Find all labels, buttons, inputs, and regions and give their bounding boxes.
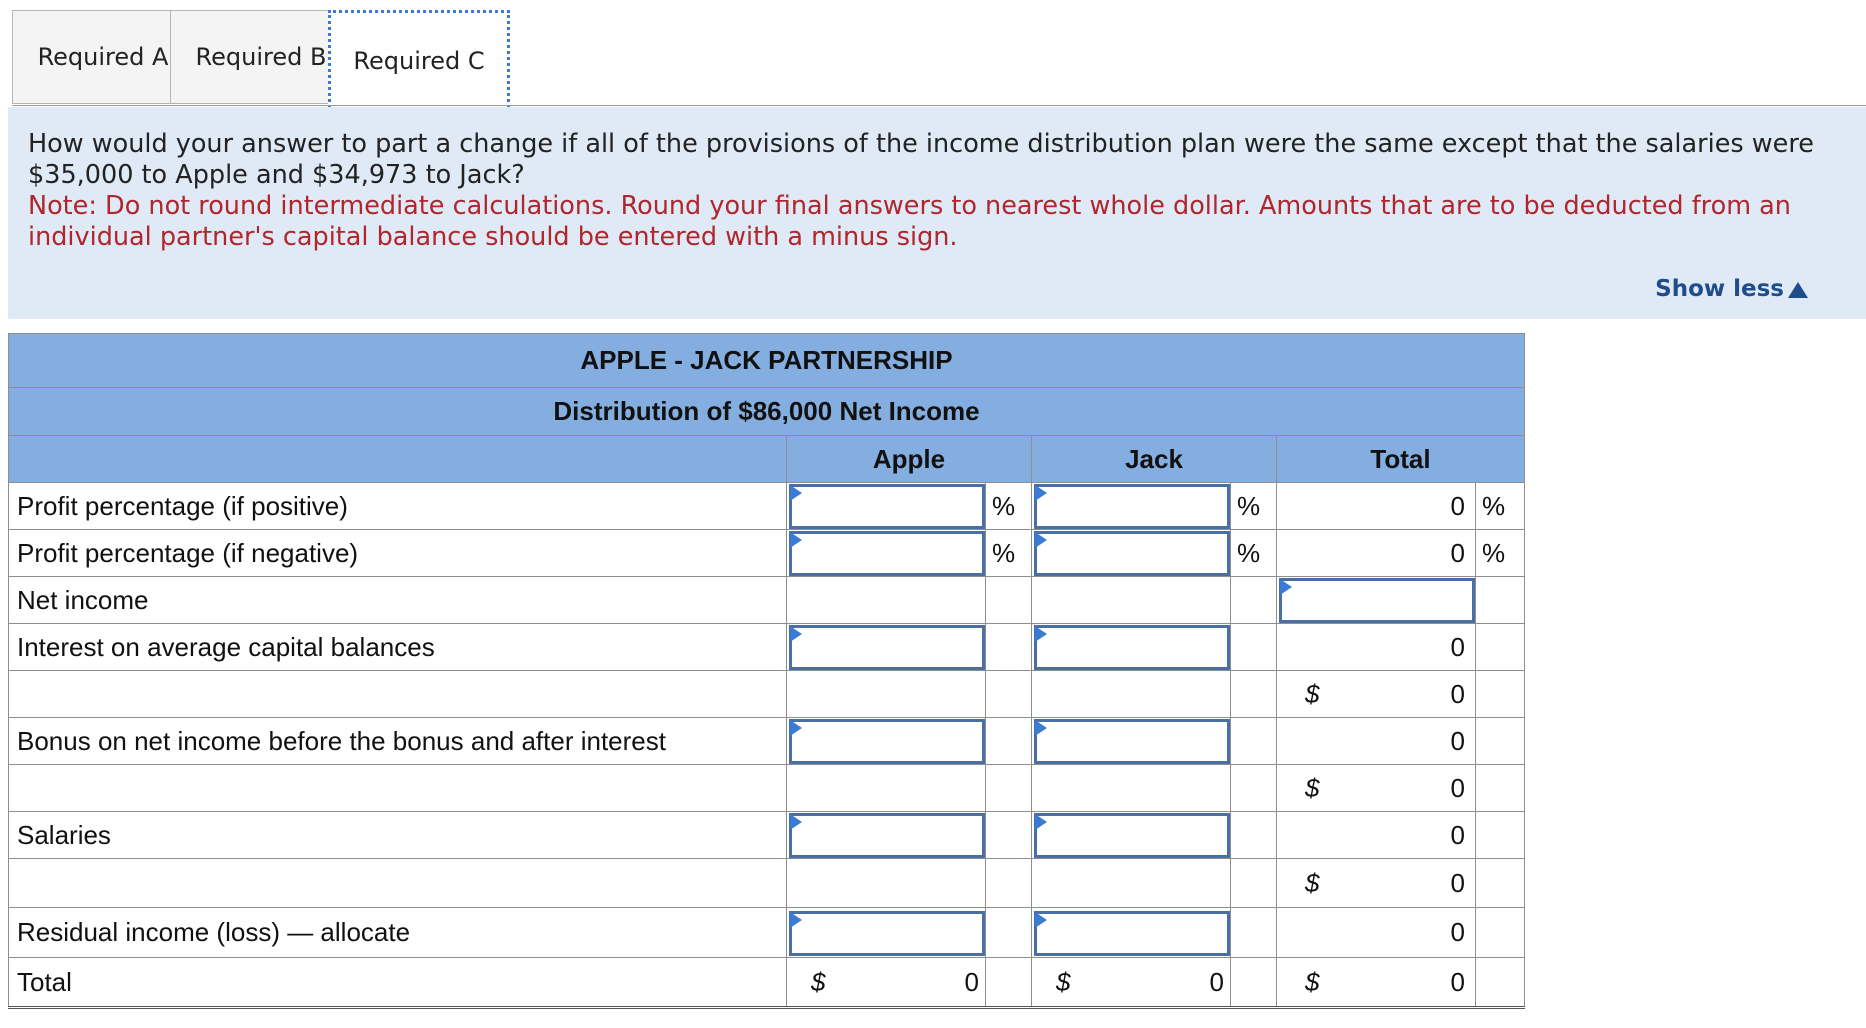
table-row — [9, 765, 1525, 812]
jack-total: 0 — [1209, 967, 1224, 997]
dollar-sign: $ — [811, 967, 826, 997]
percent-unit: % — [1231, 530, 1277, 577]
row-label: Net income — [9, 577, 787, 624]
column-header-apple: Apple — [787, 436, 1032, 483]
total-residual: 0 — [1277, 908, 1476, 958]
total-salaries: 0 — [1277, 812, 1476, 859]
table-row — [9, 859, 1525, 908]
total-profit-negative: 0 — [1277, 530, 1476, 577]
jack-salary-input[interactable] — [1034, 813, 1230, 858]
table-row — [9, 671, 1525, 718]
table-row — [9, 483, 1525, 530]
apple-residual-input[interactable] — [789, 911, 985, 956]
dollar-sign: $ — [1305, 967, 1320, 997]
apple-profit-negative-input[interactable] — [789, 531, 985, 576]
percent-unit: % — [1476, 483, 1525, 530]
distribution-table — [8, 333, 1525, 1009]
tab-required-a[interactable]: Required A — [12, 10, 194, 104]
question-text: How would your answer to part a change if all of the provisions of the income distribution plan were the same except that the salaries were $35,000 to Apple and $34,973 to Jack? — [28, 129, 1814, 190]
table-row — [9, 908, 1525, 958]
apple-interest-input[interactable] — [789, 625, 985, 670]
table-row — [9, 718, 1525, 765]
table-row — [9, 812, 1525, 859]
row-label: Total — [9, 958, 787, 1008]
apple-total: 0 — [964, 967, 979, 997]
total-bonus: 0 — [1277, 718, 1476, 765]
show-less-label: Show less — [1655, 276, 1784, 302]
apple-salary-input[interactable] — [789, 813, 985, 858]
total-interest: 0 — [1277, 624, 1476, 671]
subtotal-after-bonus: 0 — [1450, 773, 1465, 803]
tab-required-b[interactable]: Required B — [170, 10, 352, 104]
percent-unit: % — [986, 483, 1032, 530]
column-header-jack: Jack — [1032, 436, 1277, 483]
percent-unit: % — [1231, 483, 1277, 530]
jack-residual-input[interactable] — [1034, 911, 1230, 956]
dollar-sign: $ — [1305, 679, 1320, 709]
table-row — [9, 624, 1525, 671]
table-title: APPLE - JACK PARTNERSHIP — [9, 334, 1525, 388]
column-header-total: Total — [1277, 436, 1525, 483]
instructions-panel — [8, 107, 1866, 319]
percent-unit: % — [986, 530, 1032, 577]
apple-profit-positive-input[interactable] — [789, 484, 985, 529]
triangle-up-icon — [1788, 282, 1808, 298]
header-blank — [9, 436, 787, 483]
row-label: Profit percentage (if negative) — [9, 530, 787, 577]
tab-required-c[interactable]: Required C — [328, 10, 510, 108]
dollar-sign: $ — [1056, 967, 1071, 997]
subtotal-after-salaries: 0 — [1450, 868, 1465, 898]
row-label: Bonus on net income before the bonus and after interest — [9, 718, 787, 765]
subtotal-after-interest: 0 — [1450, 679, 1465, 709]
dollar-sign: $ — [1305, 868, 1320, 898]
row-label: Profit percentage (if positive) — [9, 483, 787, 530]
note-text: Note: Do not round intermediate calculations. Round your final answers to nearest whole dollar. Amounts that are to be deducted from an individual partner's capital balance should be entered with a minus sign. — [28, 191, 1791, 252]
jack-bonus-input[interactable] — [1034, 719, 1230, 764]
table-subtitle: Distribution of $86,000 Net Income — [9, 388, 1525, 436]
row-label: Salaries — [9, 812, 787, 859]
tab-bar — [12, 10, 1866, 106]
jack-profit-positive-input[interactable] — [1034, 484, 1230, 529]
apple-bonus-input[interactable] — [789, 719, 985, 764]
total-net-income-input[interactable] — [1279, 578, 1475, 623]
total-profit-positive: 0 — [1277, 483, 1476, 530]
row-label: Interest on average capital balances — [9, 624, 787, 671]
table-row — [9, 530, 1525, 577]
dollar-sign: $ — [1305, 773, 1320, 803]
jack-profit-negative-input[interactable] — [1034, 531, 1230, 576]
table-row — [9, 577, 1525, 624]
row-label: Residual income (loss) — allocate — [9, 908, 787, 958]
jack-interest-input[interactable] — [1034, 625, 1230, 670]
tab-divider — [12, 105, 1866, 106]
show-less-toggle[interactable] — [1655, 274, 1808, 305]
table-row — [9, 958, 1525, 1008]
grand-total: 0 — [1450, 967, 1465, 997]
percent-unit: % — [1476, 530, 1525, 577]
